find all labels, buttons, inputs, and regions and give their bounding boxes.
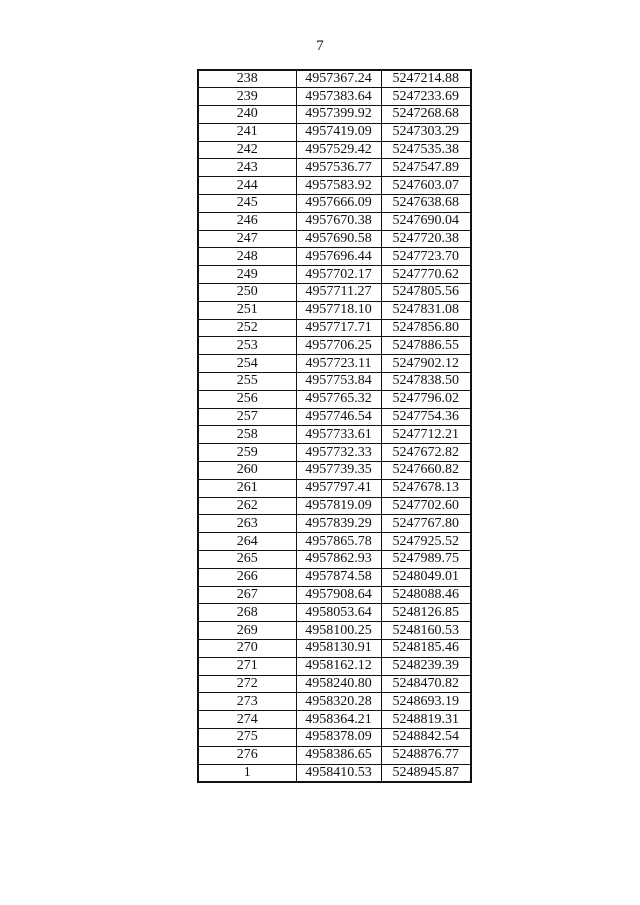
- y-coordinate-cell: 5247214.88: [381, 70, 471, 88]
- x-coordinate-cell: 4958130.91: [296, 640, 381, 658]
- x-coordinate-cell: 4958378.09: [296, 728, 381, 746]
- y-coordinate-cell: 5248088.46: [381, 586, 471, 604]
- y-coordinate-cell: 5247660.82: [381, 462, 471, 480]
- x-coordinate-cell: 4957670.38: [296, 212, 381, 230]
- table-row: [198, 640, 471, 658]
- y-coordinate-cell: 5247678.13: [381, 479, 471, 497]
- x-coordinate-cell: 4958240.80: [296, 675, 381, 693]
- table-row: [198, 408, 471, 426]
- x-coordinate-cell: 4957367.24: [296, 70, 381, 88]
- x-coordinate-cell: 4957862.93: [296, 551, 381, 569]
- x-coordinate-cell: 4957711.27: [296, 284, 381, 302]
- table-row: [198, 212, 471, 230]
- x-coordinate-cell: 4958410.53: [296, 764, 381, 782]
- x-coordinate-cell: 4957419.09: [296, 123, 381, 141]
- table-row: [198, 764, 471, 782]
- point-number-cell: 245: [198, 195, 296, 213]
- point-number-cell: 267: [198, 586, 296, 604]
- point-number-cell: 243: [198, 159, 296, 177]
- y-coordinate-cell: 5247767.80: [381, 515, 471, 533]
- point-number-cell: 248: [198, 248, 296, 266]
- table-row: [198, 551, 471, 569]
- y-coordinate-cell: 5248470.82: [381, 675, 471, 693]
- table-row: [198, 177, 471, 195]
- y-coordinate-cell: 5248945.87: [381, 764, 471, 782]
- point-number-cell: 239: [198, 88, 296, 106]
- y-coordinate-cell: 5247838.50: [381, 373, 471, 391]
- table-row: [198, 266, 471, 284]
- y-coordinate-cell: 5247233.69: [381, 88, 471, 106]
- x-coordinate-cell: 4957874.58: [296, 568, 381, 586]
- point-number-cell: 240: [198, 106, 296, 124]
- table-row: [198, 301, 471, 319]
- table-row: [198, 284, 471, 302]
- table-row: [198, 70, 471, 88]
- table-row: [198, 230, 471, 248]
- point-number-cell: 1: [198, 764, 296, 782]
- x-coordinate-cell: 4957583.92: [296, 177, 381, 195]
- table-row: [198, 444, 471, 462]
- x-coordinate-cell: 4958162.12: [296, 657, 381, 675]
- point-number-cell: 256: [198, 390, 296, 408]
- x-coordinate-cell: 4957865.78: [296, 533, 381, 551]
- point-number-cell: 253: [198, 337, 296, 355]
- y-coordinate-cell: 5247672.82: [381, 444, 471, 462]
- y-coordinate-cell: 5247886.55: [381, 337, 471, 355]
- point-number-cell: 266: [198, 568, 296, 586]
- x-coordinate-cell: 4957536.77: [296, 159, 381, 177]
- x-coordinate-cell: 4957753.84: [296, 373, 381, 391]
- x-coordinate-cell: 4957383.64: [296, 88, 381, 106]
- x-coordinate-cell: 4957839.29: [296, 515, 381, 533]
- x-coordinate-cell: 4957797.41: [296, 479, 381, 497]
- x-coordinate-cell: 4957819.09: [296, 497, 381, 515]
- x-coordinate-cell: 4957717.71: [296, 319, 381, 337]
- table-row: [198, 106, 471, 124]
- table-row: [198, 622, 471, 640]
- table-row: [198, 693, 471, 711]
- point-number-cell: 263: [198, 515, 296, 533]
- point-number-cell: 276: [198, 746, 296, 764]
- y-coordinate-cell: 5247702.60: [381, 497, 471, 515]
- point-number-cell: 271: [198, 657, 296, 675]
- point-number-cell: 242: [198, 141, 296, 159]
- x-coordinate-cell: 4957666.09: [296, 195, 381, 213]
- point-number-cell: 262: [198, 497, 296, 515]
- point-number-cell: 260: [198, 462, 296, 480]
- point-number-cell: 273: [198, 693, 296, 711]
- x-coordinate-cell: 4957732.33: [296, 444, 381, 462]
- point-number-cell: 272: [198, 675, 296, 693]
- point-number-cell: 269: [198, 622, 296, 640]
- table-row: [198, 195, 471, 213]
- point-number-cell: 247: [198, 230, 296, 248]
- table-row: [198, 141, 471, 159]
- y-coordinate-cell: 5247603.07: [381, 177, 471, 195]
- table-row: [198, 426, 471, 444]
- point-number-cell: 250: [198, 284, 296, 302]
- point-number-cell: 255: [198, 373, 296, 391]
- point-number-cell: 251: [198, 301, 296, 319]
- x-coordinate-cell: 4957702.17: [296, 266, 381, 284]
- table-row: [198, 497, 471, 515]
- y-coordinate-cell: 5247796.02: [381, 390, 471, 408]
- table-row: [198, 675, 471, 693]
- x-coordinate-cell: 4957690.58: [296, 230, 381, 248]
- x-coordinate-cell: 4957746.54: [296, 408, 381, 426]
- table-row: [198, 319, 471, 337]
- table-row: [198, 515, 471, 533]
- y-coordinate-cell: 5248160.53: [381, 622, 471, 640]
- table-row: [198, 604, 471, 622]
- table-row: [198, 479, 471, 497]
- point-number-cell: 264: [198, 533, 296, 551]
- table-row: [198, 373, 471, 391]
- y-coordinate-cell: 5247535.38: [381, 141, 471, 159]
- coordinates-table: [197, 69, 472, 783]
- x-coordinate-cell: 4958053.64: [296, 604, 381, 622]
- point-number-cell: 274: [198, 711, 296, 729]
- table-row: [198, 728, 471, 746]
- table-row: [198, 746, 471, 764]
- y-coordinate-cell: 5248842.54: [381, 728, 471, 746]
- point-number-cell: 261: [198, 479, 296, 497]
- y-coordinate-cell: 5247638.68: [381, 195, 471, 213]
- y-coordinate-cell: 5247547.89: [381, 159, 471, 177]
- x-coordinate-cell: 4957529.42: [296, 141, 381, 159]
- y-coordinate-cell: 5247831.08: [381, 301, 471, 319]
- table-row: [198, 586, 471, 604]
- table-row: [198, 657, 471, 675]
- point-number-cell: 258: [198, 426, 296, 444]
- point-number-cell: 268: [198, 604, 296, 622]
- point-number-cell: 257: [198, 408, 296, 426]
- point-number-cell: 254: [198, 355, 296, 373]
- y-coordinate-cell: 5248693.19: [381, 693, 471, 711]
- x-coordinate-cell: 4958386.65: [296, 746, 381, 764]
- table-row: [198, 533, 471, 551]
- x-coordinate-cell: 4957706.25: [296, 337, 381, 355]
- y-coordinate-cell: 5248239.39: [381, 657, 471, 675]
- y-coordinate-cell: 5248876.77: [381, 746, 471, 764]
- y-coordinate-cell: 5247690.04: [381, 212, 471, 230]
- y-coordinate-cell: 5247303.29: [381, 123, 471, 141]
- x-coordinate-cell: 4957696.44: [296, 248, 381, 266]
- y-coordinate-cell: 5248126.85: [381, 604, 471, 622]
- point-number-cell: 270: [198, 640, 296, 658]
- y-coordinate-cell: 5247902.12: [381, 355, 471, 373]
- point-number-cell: 244: [198, 177, 296, 195]
- x-coordinate-cell: 4957723.11: [296, 355, 381, 373]
- x-coordinate-cell: 4957733.61: [296, 426, 381, 444]
- y-coordinate-cell: 5247720.38: [381, 230, 471, 248]
- x-coordinate-cell: 4958320.28: [296, 693, 381, 711]
- x-coordinate-cell: 4958100.25: [296, 622, 381, 640]
- y-coordinate-cell: 5247770.62: [381, 266, 471, 284]
- y-coordinate-cell: 5248049.01: [381, 568, 471, 586]
- y-coordinate-cell: 5247805.56: [381, 284, 471, 302]
- table-row: [198, 711, 471, 729]
- y-coordinate-cell: 5247268.68: [381, 106, 471, 124]
- point-number-cell: 238: [198, 70, 296, 88]
- y-coordinate-cell: 5247925.52: [381, 533, 471, 551]
- coordinates-table-body: [198, 70, 471, 782]
- x-coordinate-cell: 4957765.32: [296, 390, 381, 408]
- point-number-cell: 275: [198, 728, 296, 746]
- table-row: [198, 159, 471, 177]
- table-row: [198, 88, 471, 106]
- y-coordinate-cell: 5247989.75: [381, 551, 471, 569]
- point-number-cell: 252: [198, 319, 296, 337]
- table-row: [198, 337, 471, 355]
- y-coordinate-cell: 5247754.36: [381, 408, 471, 426]
- x-coordinate-cell: 4957908.64: [296, 586, 381, 604]
- y-coordinate-cell: 5247723.70: [381, 248, 471, 266]
- point-number-cell: 249: [198, 266, 296, 284]
- table-row: [198, 462, 471, 480]
- y-coordinate-cell: 5248819.31: [381, 711, 471, 729]
- x-coordinate-cell: 4958364.21: [296, 711, 381, 729]
- table-row: [198, 248, 471, 266]
- point-number-cell: 265: [198, 551, 296, 569]
- page-number: 7: [316, 38, 324, 54]
- table-row: [198, 568, 471, 586]
- x-coordinate-cell: 4957718.10: [296, 301, 381, 319]
- y-coordinate-cell: 5248185.46: [381, 640, 471, 658]
- x-coordinate-cell: 4957739.35: [296, 462, 381, 480]
- y-coordinate-cell: 5247856.80: [381, 319, 471, 337]
- table-row: [198, 355, 471, 373]
- table-row: [198, 123, 471, 141]
- y-coordinate-cell: 5247712.21: [381, 426, 471, 444]
- point-number-cell: 246: [198, 212, 296, 230]
- point-number-cell: 241: [198, 123, 296, 141]
- x-coordinate-cell: 4957399.92: [296, 106, 381, 124]
- point-number-cell: 259: [198, 444, 296, 462]
- table-row: [198, 390, 471, 408]
